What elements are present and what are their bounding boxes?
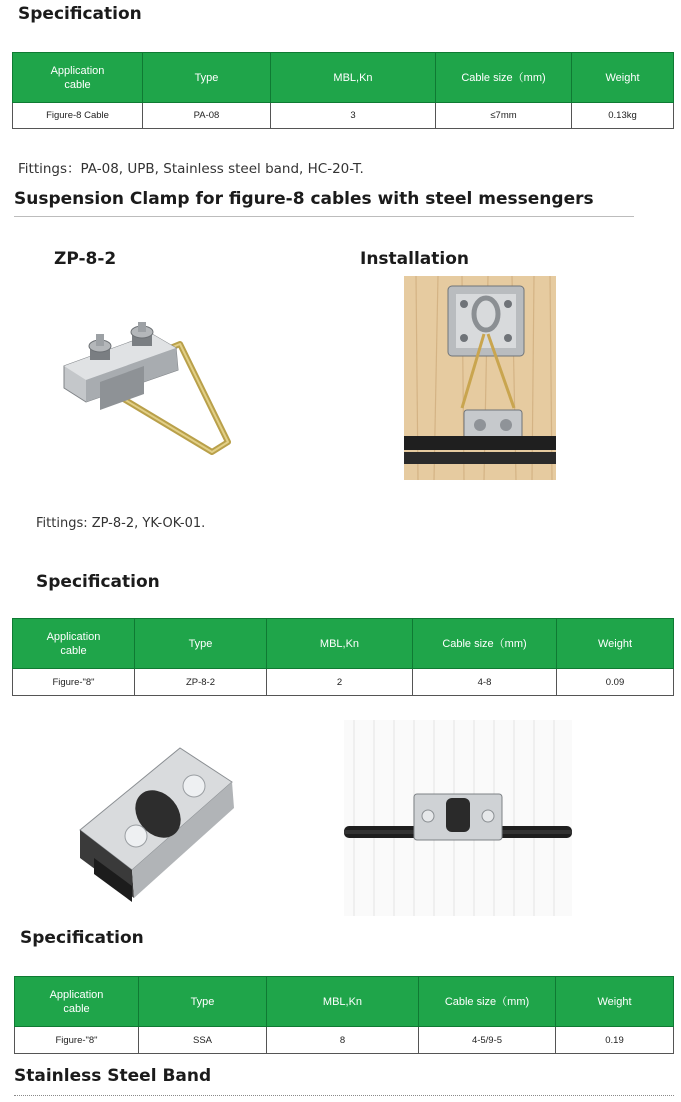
col-mbl: MBL,Kn: [267, 619, 413, 669]
cell-mbl: 2: [267, 669, 413, 696]
cell-mbl: 3: [271, 103, 436, 129]
col-mbl: MBL,Kn: [267, 977, 419, 1027]
installation-label: Installation: [360, 249, 470, 269]
cell-type: ZP-8-2: [135, 669, 267, 696]
ssa-installed-image: [344, 720, 572, 916]
spec-table-1: [12, 52, 674, 129]
col-weight: Weight: [556, 977, 674, 1027]
cell-mbl: 8: [267, 1027, 419, 1054]
fittings-text-2: Fittings: ZP-8-2, YK-OK-01.: [36, 516, 206, 531]
section-heading-stainless-steel-band: Stainless Steel Band: [14, 1066, 212, 1086]
cell-application-cable: Figure-"8": [15, 1027, 139, 1054]
spec-table-3: [14, 976, 674, 1054]
col-weight: Weight: [572, 53, 674, 103]
table-row: [13, 103, 674, 129]
col-mbl: MBL,Kn: [271, 53, 436, 103]
spec-table-2: [12, 618, 674, 696]
cell-weight: 0.09: [557, 669, 674, 696]
table-row: [13, 669, 674, 696]
cell-application-cable: Figure-"8": [13, 669, 135, 696]
heading-divider: [14, 216, 634, 217]
col-application-cable: Application cable: [13, 53, 143, 103]
col-type: Type: [143, 53, 271, 103]
ssa-clamp-image: [72, 746, 242, 906]
col-type: Type: [135, 619, 267, 669]
col-cable-size: Cable size（mm): [419, 977, 556, 1027]
spec-title-3: Specification: [20, 928, 144, 948]
fittings-text-1: Fittings：PA-08, UPB, Stainless steel band, HC-20-T.: [18, 161, 364, 177]
zp-8-2-clamp-image: [56, 318, 256, 468]
installation-photo: [404, 276, 556, 480]
cell-type: PA-08: [143, 103, 271, 129]
cell-cable-size: 4-8: [413, 669, 557, 696]
product-label-zp-8-2: ZP-8-2: [54, 249, 117, 269]
cell-weight: 0.13kg: [572, 103, 674, 129]
table-header-row: [15, 977, 674, 1027]
cell-cable-size: ≤7mm: [436, 103, 572, 129]
table-row: [15, 1027, 674, 1054]
col-application-cable: Application cable: [13, 619, 135, 669]
cell-type: SSA: [139, 1027, 267, 1054]
col-cable-size: Cable size（mm): [436, 53, 572, 103]
cell-cable-size: 4-5/9-5: [419, 1027, 556, 1054]
col-application-cable: Application cable: [15, 977, 139, 1027]
spec-title-2: Specification: [36, 572, 160, 592]
table-header-row: [13, 619, 674, 669]
section-heading-suspension-clamp: Suspension Clamp for figure-8 cables with steel messengers: [14, 189, 594, 209]
col-type: Type: [139, 977, 267, 1027]
spec-title-1: Specification: [18, 4, 142, 24]
cell-application-cable: Figure-8 Cable: [13, 103, 143, 129]
cell-weight: 0.19: [556, 1027, 674, 1054]
table-header-row: [13, 53, 674, 103]
heading-dotted-divider: [14, 1095, 674, 1096]
col-cable-size: Cable size（mm): [413, 619, 557, 669]
col-weight: Weight: [557, 619, 674, 669]
